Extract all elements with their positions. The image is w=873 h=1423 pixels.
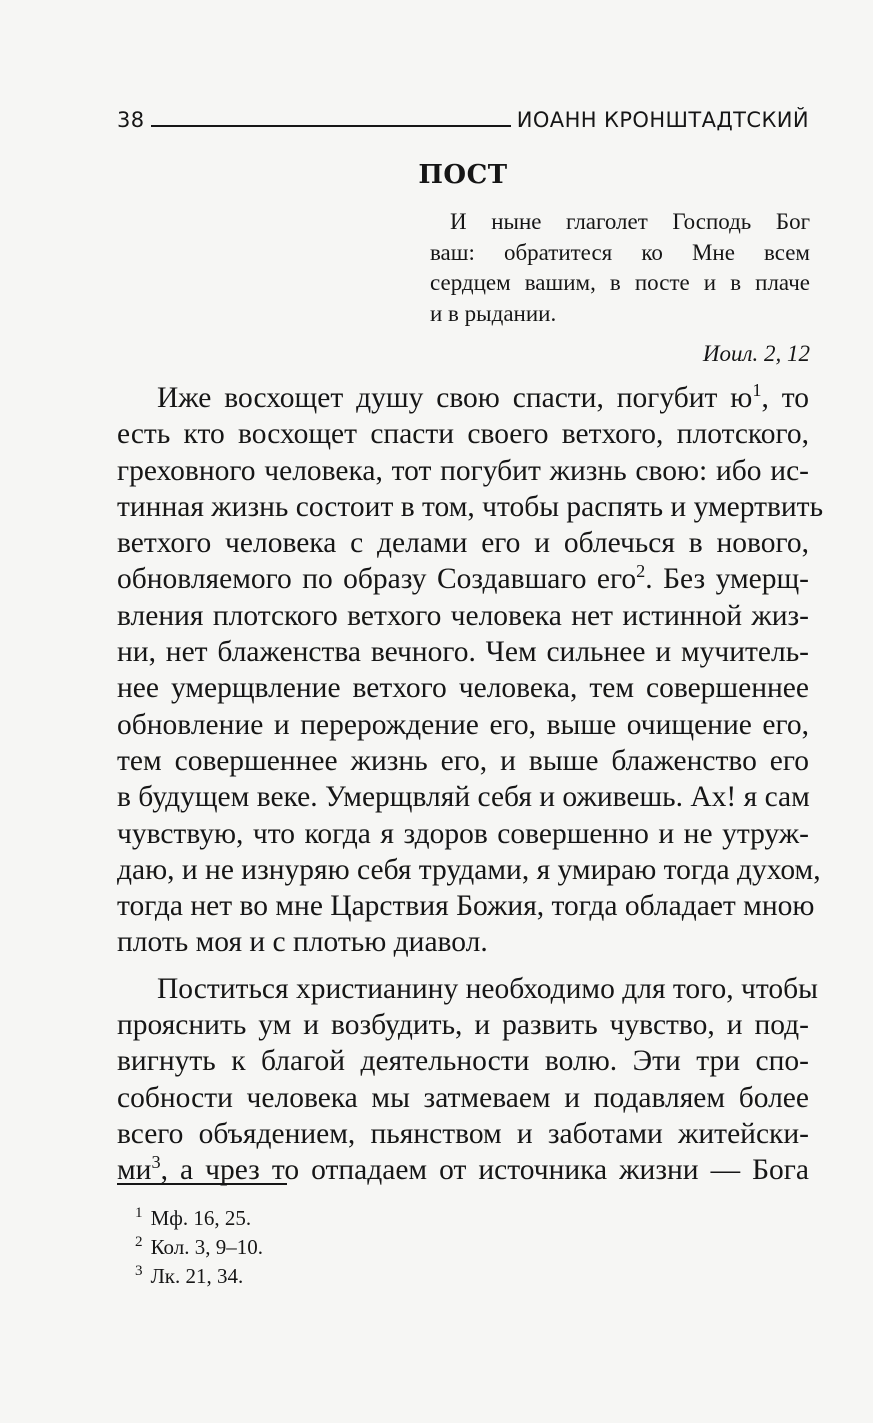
chapter-title: ПОСТ — [418, 160, 508, 190]
text-line: ветхого человека с делами его и облечься в нового, — [117, 527, 809, 560]
paragraph-2 — [117, 971, 818, 1189]
footnote-mark: 1 — [135, 1205, 143, 1221]
footnote-text: Кол. 3, 9–10. — [150, 1235, 263, 1259]
text-line: даю, и не изнуряю себя трудами, я умираю тогда духом, — [117, 853, 821, 886]
text-line: чувствую, что когда я здоров совершенно и не утруж- — [117, 817, 809, 850]
text-line: греховного человека, тот погубит жизнь свою: ибо ис- — [117, 454, 809, 487]
text-line: плоть моя и с плотью диавол. — [117, 926, 488, 959]
text-line: обновление и перерождение его, выше очищение его, — [117, 708, 809, 741]
text-line: обновляемого по образу Создавшаго его$^2$. Без умерщ- — [117, 561, 809, 596]
epigraph — [430, 207, 810, 370]
text-line: есть кто восхощет спасти своего ветхого, плотского, — [117, 418, 809, 451]
footnote-text: Мф. 16, 25. — [150, 1206, 252, 1230]
text-line: $ми^3$, а чрез то отпадаем от источника жизни — Бога — [117, 1152, 809, 1187]
text-line: прояснить ум и возбудить, и развить чувство, и под- — [117, 1009, 809, 1042]
footnote-ref: 2 — [636, 561, 646, 582]
epigraph-line: ваш: обратитеся ко Мне всем — [430, 239, 810, 265]
text-line: вления плотского ветхого человека нет истинной жиз- — [117, 599, 809, 632]
text-line: Поститься христианину необходимо для того, чтобы — [157, 972, 818, 1005]
text-line: тогда нет во мне Царствия Божия, тогда обладает мною — [117, 890, 815, 923]
footnote — [135, 1233, 263, 1262]
text-line: в будущем веке. Умерщвляй себя и оживешь. Ах! я сам — [117, 781, 810, 814]
footnote — [135, 1204, 263, 1233]
epigraph-line: сердцем вашим, в посте и в плаче — [430, 270, 810, 295]
epigraph-line: И ныне глаголет Господь Бог — [450, 209, 810, 234]
footnote-ref: 1 — [752, 380, 762, 401]
header-rule — [151, 125, 511, 127]
footnote-ref: 3 — [151, 1152, 161, 1173]
text-line: вигнуть к благой деятельности волю. Эти три спо- — [117, 1045, 809, 1078]
text-line: Иже восхощет душу свою спасти, погубит $ю^1$, то — [157, 380, 809, 414]
text-line: собности человека мы затмеваем и подавляем более — [117, 1081, 809, 1114]
text-line: нее умерщвление ветхого человека, тем совершеннее — [117, 672, 809, 705]
footnote — [135, 1262, 263, 1291]
text-line: тем совершеннее жизнь его, и выше блаженство его — [117, 744, 809, 777]
page-number: 38 — [117, 108, 145, 132]
running-header — [117, 98, 809, 132]
body-text — [117, 380, 824, 1189]
epigraph-line: и в рыдании. — [430, 300, 557, 326]
footnotes — [135, 1204, 263, 1291]
paragraph-1 — [117, 380, 824, 961]
footnote-separator — [117, 1183, 287, 1185]
epigraph-source: Иоил. 2, 12 — [702, 341, 810, 366]
footnote-text: Лк. 21, 34. — [150, 1264, 244, 1288]
epigraph-text — [430, 207, 810, 329]
footnote-mark: 2 — [135, 1234, 143, 1250]
text-line: тинная жизнь состоит в том, чтобы распять и умертвить — [117, 490, 824, 523]
running-title: ИОАНН КРОНШТАДТСКИЙ — [516, 108, 809, 132]
text-line: всего объядением, пьянством и заботами житейски- — [117, 1117, 809, 1150]
footnote-mark: 3 — [135, 1263, 143, 1279]
text-line: ни, нет блаженства вечного. Чем сильнее и мучитель- — [117, 636, 809, 669]
